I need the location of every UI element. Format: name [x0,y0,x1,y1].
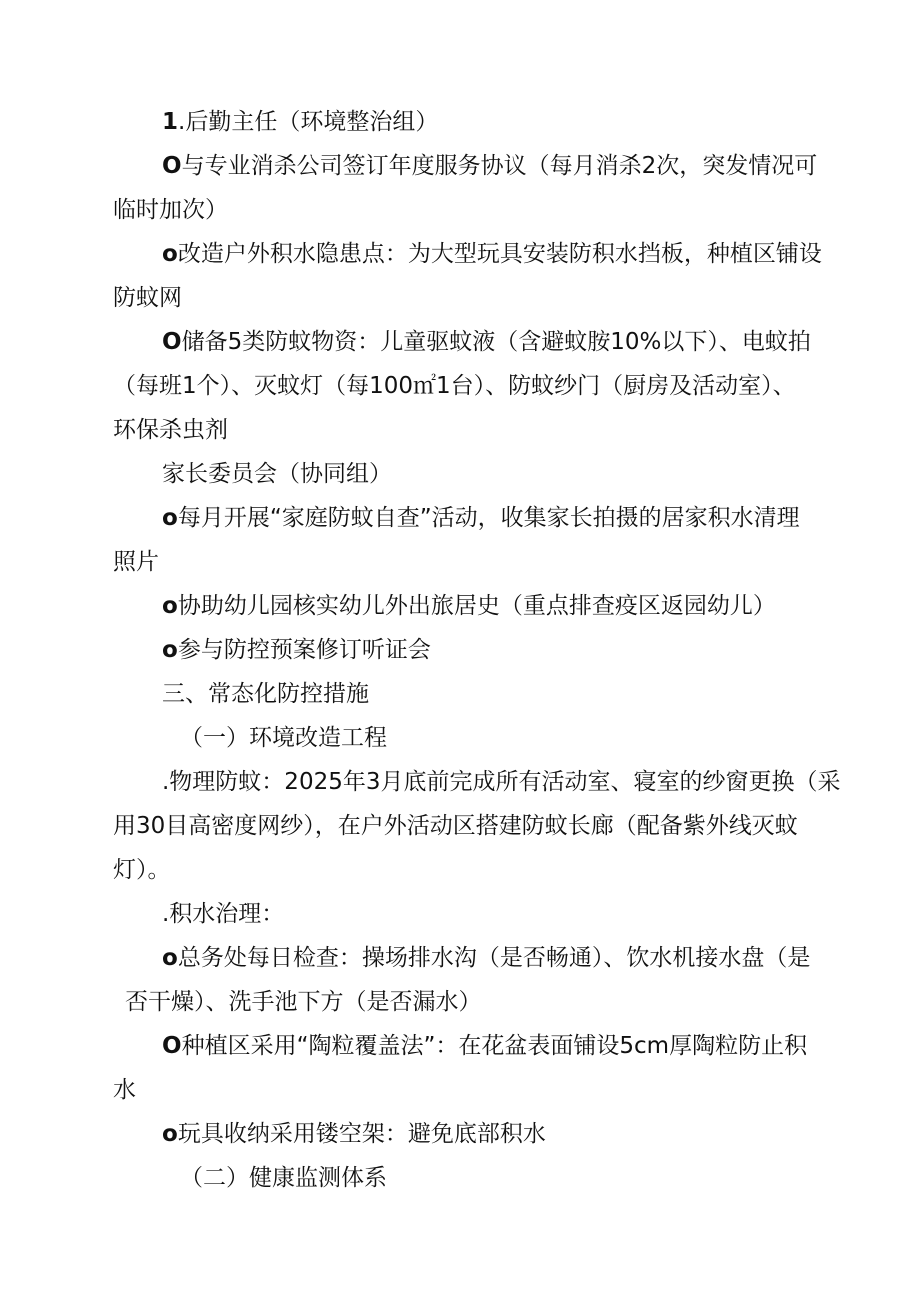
bullet-item [162,1024,807,1068]
bullet-marker: o [162,945,178,971]
continuation-line [113,408,228,452]
line-text: 否干燥）、洗手池下方（是否漏水） [125,989,482,1015]
continuation-line [125,980,482,1024]
paragraph-line [162,760,840,804]
heading-logistics [162,100,438,144]
bullet-marker: o [162,505,178,531]
line-text: 防蚊网 [113,285,182,311]
line-text: .后勤主任（环境整治组） [178,109,439,135]
bullet-marker: O [162,1033,182,1059]
heading-parent-committee [162,452,392,496]
continuation-line [113,188,228,232]
line-text: 水 [113,1077,136,1103]
line-text: （二）健康监测体系 [180,1165,387,1191]
line-text: 三、常态化防控措施 [162,681,369,707]
line-text: （每班1个）、灭蚊灯（每100㎡1台）、防蚊纱门（厨房及活动室）、 [113,373,796,399]
line-text: 用30目高密度网纱），在户外活动区搭建防蚊长廊（配备紫外线灭蚊 [113,813,798,839]
bullet-marker: o [162,1121,178,1147]
line-text: 协助幼儿园核实幼儿外出旅居史（重点排查疫区返园幼儿） [177,593,776,619]
line-text: （一）环境改造工程 [180,725,387,751]
bullet-marker: O [162,153,182,179]
line-text: 临时加次） [113,197,228,223]
line-text: 与专业消杀公司签订年度服务协议（每月消杀2次，突发情况可 [181,153,818,179]
subsection-heading [180,716,387,760]
line-text: 环保杀虫剂 [113,417,228,443]
bullet-marker: o [162,241,178,267]
line-text: 参与防控预案修订听证会 [177,637,431,663]
bullet-marker: O [162,329,182,355]
line-text: 照片 [113,549,159,575]
continuation-line [113,276,182,320]
continuation-line [113,848,171,892]
line-text: 种植区采用“陶粒覆盖法”：在花盆表面铺设5cm厚陶粒防止积 [181,1033,808,1059]
bullet-item [162,144,817,188]
bullet-item [162,584,776,628]
line-text: 灯）。 [113,857,171,883]
paragraph-line [162,892,284,936]
line-text: 改造户外积水隐患点：为大型玩具安装防积水挡板，种植区铺设 [177,241,822,267]
line-text: 玩具收纳采用镂空架：避免底部积水 [177,1121,546,1147]
subsection-heading [180,1156,387,1200]
continuation-line [113,540,159,584]
continuation-line [113,364,796,408]
line-text: 每月开展“家庭防蚊自查”活动，收集家长拍摄的居家积水清理 [177,505,800,531]
line-text: 储备5类防蚊物资：儿童驱蚊液（含避蚊胺10%以下）、电蚊拍 [181,329,811,355]
line-text: 家长委员会（协同组） [162,461,392,487]
section-heading [162,672,369,716]
line-text: .积水治理： [162,901,285,927]
bullet-item [162,1112,546,1156]
bullet-item [162,232,822,276]
bullet-item [162,936,810,980]
bullet-marker: o [162,637,178,663]
line-text: 总务处每日检查：操场排水沟（是否畅通）、饮水机接水盘（是 [177,945,811,971]
bullet-marker: o [162,593,178,619]
bullet-item [162,496,800,540]
bullet-item [162,320,811,364]
continuation-line [113,804,798,848]
bullet-item [162,628,431,672]
line-text: .物理防蚊：2025年3月底前完成所有活动室、寝室的纱窗更换（采 [162,769,841,795]
continuation-line [113,1068,136,1112]
list-number: 1 [162,109,179,135]
